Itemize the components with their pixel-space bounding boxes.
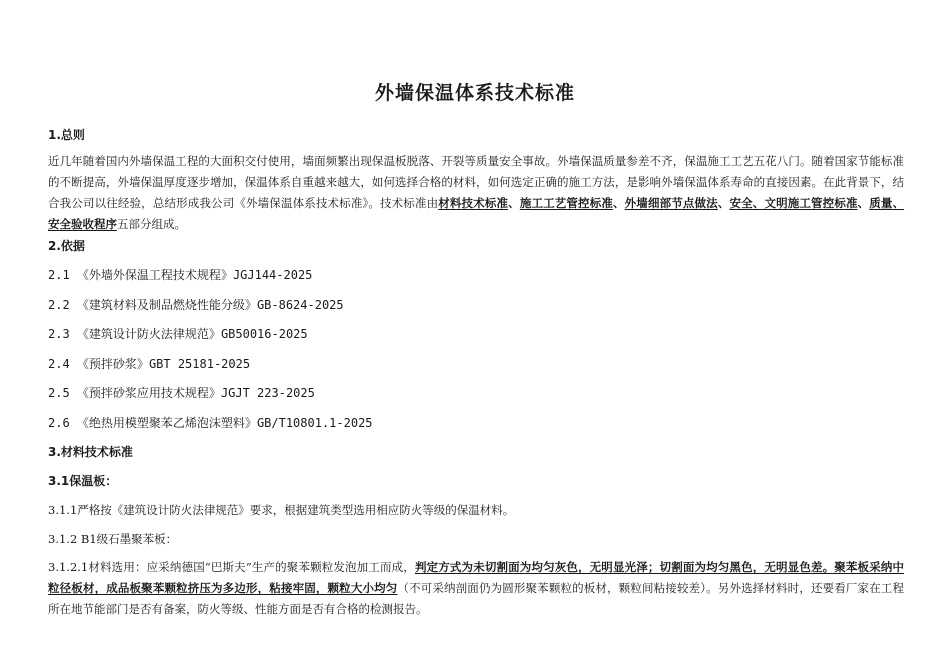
general-text: 近几年随着国内外墙保温工程的大面积交付使用，墙面频繁出现保温板脱落、开裂等质量安全事故。外墙保温质量参差不齐，保温施工工艺五花八门。随着国家节能标准的不断提高，外墙保温厚度逐步增加，保温体系自重越来越大，如何选择合格的材料，如何选定正确的施工方法，是影响外墙保温体系寿命的直接因素。在此背景下，结合我公司以往经验，总结形成我公司《外墙保温体系技术标准》。技术标准由 [48, 154, 904, 210]
reference-item [48, 384, 315, 401]
reference-item [48, 325, 308, 342]
reference-number: 2.5 [48, 386, 70, 400]
reference-code: JGJT 223-2025 [220, 386, 315, 400]
general-paragraph [48, 151, 904, 235]
item-3-1-2-1 [48, 557, 904, 620]
item-3-1-1: 3.1.1严格按《建筑设计防火法律规范》要求，根据建筑类型选用相应防火等级的保温材料。 [48, 503, 515, 517]
reference-code: GB/T10801.1-2025 [256, 416, 373, 430]
separator: 、 [717, 196, 730, 210]
emphasis-acceptance: 质量、安全验收程序 [48, 196, 905, 231]
section-heading-materials: 3.材料技术标准 [48, 445, 133, 459]
reference-number: 2.2 [48, 298, 70, 312]
reference-number: 2.4 [48, 357, 70, 371]
reference-item [48, 355, 250, 372]
item-text: 3.1.2.1材料选用：应采纳德国“巴斯夫”生产的聚苯颗粒发泡加工而成， [48, 560, 415, 574]
reference-code: JGJ144-2025 [232, 268, 313, 282]
reference-code: GBT 25181-2025 [148, 357, 251, 371]
emphasis-judgment: 判定方式为未切割面为均匀灰色，无明显光泽；切割面为均匀黑色，无明显色差。聚苯板采纳中粒径板材，成品板聚苯颗粒挤压为多边形，粘接牢固，颗粒大小均匀 [48, 560, 904, 595]
separator: 、 [508, 196, 520, 210]
reference-name: 《建筑材料及制品燃烧性能分级》 [76, 298, 257, 312]
emphasis-safety: 安全、文明施工管控标准 [729, 196, 858, 210]
item-3-1-2: 3.1.2 B1级石墨聚苯板： [48, 532, 178, 546]
emphasis-material: 材料技术标准 [438, 196, 509, 210]
reference-name: 《绝热用模塑聚苯乙烯泡沫塑料》 [76, 416, 257, 430]
document-title: 外墙保温体系技术标准 [374, 82, 575, 104]
emphasis-construction: 施工工艺管控标准 [519, 196, 613, 210]
reference-code: GB-8624-2025 [256, 298, 344, 312]
reference-number: 2.6 [48, 416, 70, 430]
section-heading-basis: 2.依据 [48, 239, 85, 253]
reference-item [48, 414, 373, 431]
separator: 、 [613, 196, 625, 210]
reference-number: 2.3 [48, 327, 70, 341]
reference-name: 《预拌砂浆》 [76, 357, 149, 371]
reference-name: 《建筑设计防火法律规范》 [76, 327, 221, 341]
reference-name: 《预拌砂浆应用技术规程》 [76, 386, 221, 400]
general-tail: 五部分组成。 [117, 217, 186, 231]
emphasis-details: 外墙细部节点做法 [624, 196, 718, 210]
reference-code: GB50016-2025 [220, 327, 308, 341]
separator: 、 [857, 196, 870, 210]
subsection-heading-insulation-board: 3.1保温板： [48, 474, 118, 488]
item-tail: （不可采纳剖面仍为圆形聚苯颗粒的板材，颗粒间粘接较差）。另外选择材料时，还要看厂家在工程所在地节能部门是否有备案，防火等级、性能方面是否有合格的检测报告。 [48, 581, 904, 616]
reference-item [48, 296, 344, 313]
reference-name: 《外墙外保温工程技术规程》 [76, 268, 233, 282]
reference-item [48, 266, 312, 283]
section-heading-general: 1.总则 [48, 128, 85, 142]
reference-number: 2.1 [48, 268, 70, 282]
